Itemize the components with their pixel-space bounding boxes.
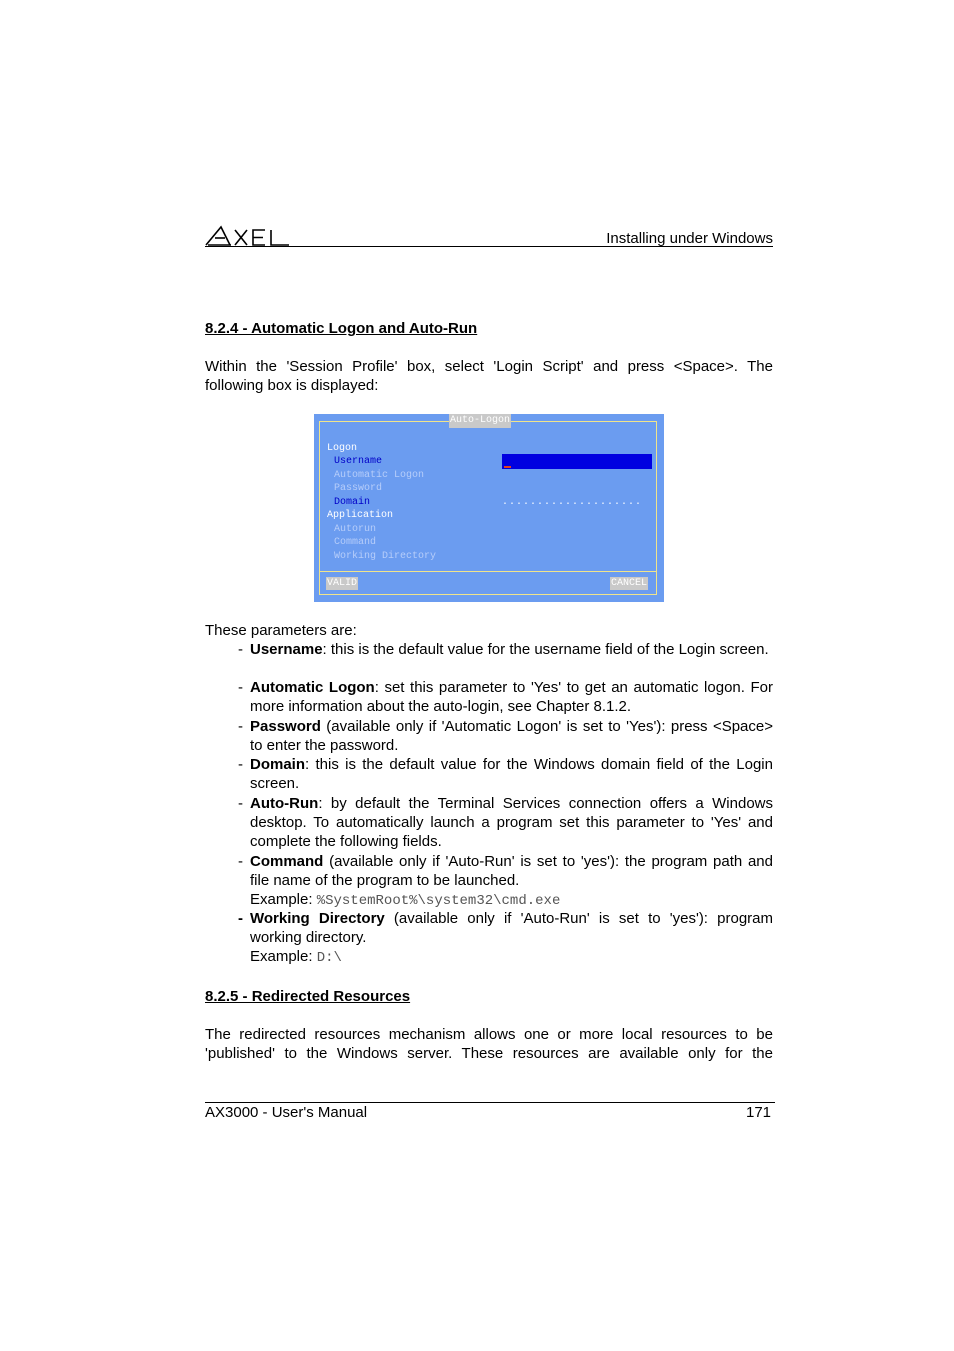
- intro-paragraph-line2: following box is displayed:: [205, 377, 379, 394]
- description: (available only if 'Auto-Run' is set to 'yes'): program working directory.: [250, 910, 774, 946]
- term: Command: [250, 853, 324, 870]
- description: (available only if 'Automatic Logon' is set to 'Yes'): press <Space> to enter the password.: [250, 718, 773, 754]
- group-application-label: Application: [327, 510, 394, 521]
- term: Domain: [250, 756, 306, 773]
- list-item-password: - Password (available only if 'Automatic Logon' is set to 'Yes'): press <Space> to enter the password.: [238, 718, 773, 754]
- list-item-domain: - Domain: this is the default value for the Windows domain field of the Login screen.: [238, 756, 773, 792]
- password-option[interactable]: Password: [334, 483, 383, 494]
- description: : by default the Terminal Services connection offers a Windows desktop. To automatically launch a program set this parameter to 'Yes' and complete the following fields.: [250, 795, 773, 850]
- valid-button[interactable]: VALID: [327, 578, 358, 589]
- term: Working Directory: [250, 910, 385, 927]
- cancel-button[interactable]: CANCEL: [611, 578, 648, 589]
- example-value: %SystemRoot%\system32\cmd.exe: [316, 893, 561, 909]
- header-title: Installing under Windows: [606, 230, 773, 247]
- term: Auto-Run: [250, 795, 319, 812]
- example-value: D:\: [316, 950, 342, 966]
- automatic-logon-option[interactable]: Automatic Logon: [334, 470, 425, 481]
- dialog-separator: [319, 571, 657, 572]
- list-item-automatic-logon: - Automatic Logon: set this parameter to 'Yes' to get an automatic logon. For more information about the auto-login, see Chapter 8.1.2.: [238, 679, 773, 715]
- command-option[interactable]: Command: [334, 537, 377, 548]
- username-option[interactable]: Username: [334, 456, 383, 467]
- redirected-paragraph-line1: The redirected resources mechanism allows one or more local resources to be: [205, 1026, 773, 1043]
- list-item-command: - Command (available only if 'Auto-Run' is set to 'yes'): the program path and file name of the program to be launched. Example: %SystemRoot%\system32\cmd.exe: [238, 853, 773, 909]
- autorun-option[interactable]: Autorun: [334, 524, 377, 535]
- list-item-auto-run: - Auto-Run: by default the Terminal Services connection offers a Windows desktop. To automatically launch a program set this parameter to 'Yes' and complete the following fields.: [238, 795, 773, 850]
- section-title-redirected-resources: 8.2.5 - Redirected Resources: [205, 988, 411, 1005]
- domain-option[interactable]: Domain: [334, 497, 371, 508]
- description: : set this parameter to 'Yes' to get an automatic logon. For more information about the auto-login, see Chapter 8.1.2.: [250, 679, 773, 715]
- footer-divider: [205, 1102, 775, 1103]
- group-logon-label: Logon: [327, 443, 358, 454]
- example-label: Example:: [250, 948, 317, 965]
- example-label: Example:: [250, 891, 317, 908]
- params-intro: These parameters are:: [205, 622, 357, 639]
- footer-manual-title: AX3000 - User's Manual: [205, 1104, 368, 1121]
- auto-logon-dialog: [314, 414, 664, 602]
- axel-logo: [205, 224, 291, 246]
- term: Username: [250, 641, 323, 658]
- redirected-paragraph-line2: 'published' to the Windows server. These resources are available only for the: [205, 1045, 773, 1062]
- page-header: [205, 222, 773, 247]
- intro-paragraph-line1: Within the 'Session Profile' box, select 'Login Script' and press <Space>. The: [205, 358, 773, 375]
- section-title-auto-logon: 8.2.4 - Automatic Logon and Auto-Run: [205, 320, 478, 337]
- description: : this is the default value for the Windows domain field of the Login screen.: [250, 756, 773, 792]
- list-item-username: - Username: this is the default value for the username field of the Login screen.: [238, 641, 769, 658]
- description: : this is the default value for the username field of the Login screen.: [322, 641, 769, 658]
- description: (available only if 'Auto-Run' is set to 'yes'): the program path and file name of the program to be launched.: [250, 853, 773, 889]
- list-item-working-directory: - Working Directory (available only if 'Auto-Run' is set to 'yes'): program working directory. Example: D:\: [238, 910, 774, 966]
- dialog-title: Auto-Logon: [450, 415, 511, 426]
- page-number: 171: [746, 1104, 772, 1121]
- working-directory-option[interactable]: Working Directory: [334, 551, 437, 562]
- term: Password: [250, 718, 321, 735]
- term: Automatic Logon: [250, 679, 375, 696]
- text-cursor: [504, 466, 511, 468]
- domain-input[interactable]: ....................: [502, 497, 643, 508]
- username-input[interactable]: [502, 454, 652, 469]
